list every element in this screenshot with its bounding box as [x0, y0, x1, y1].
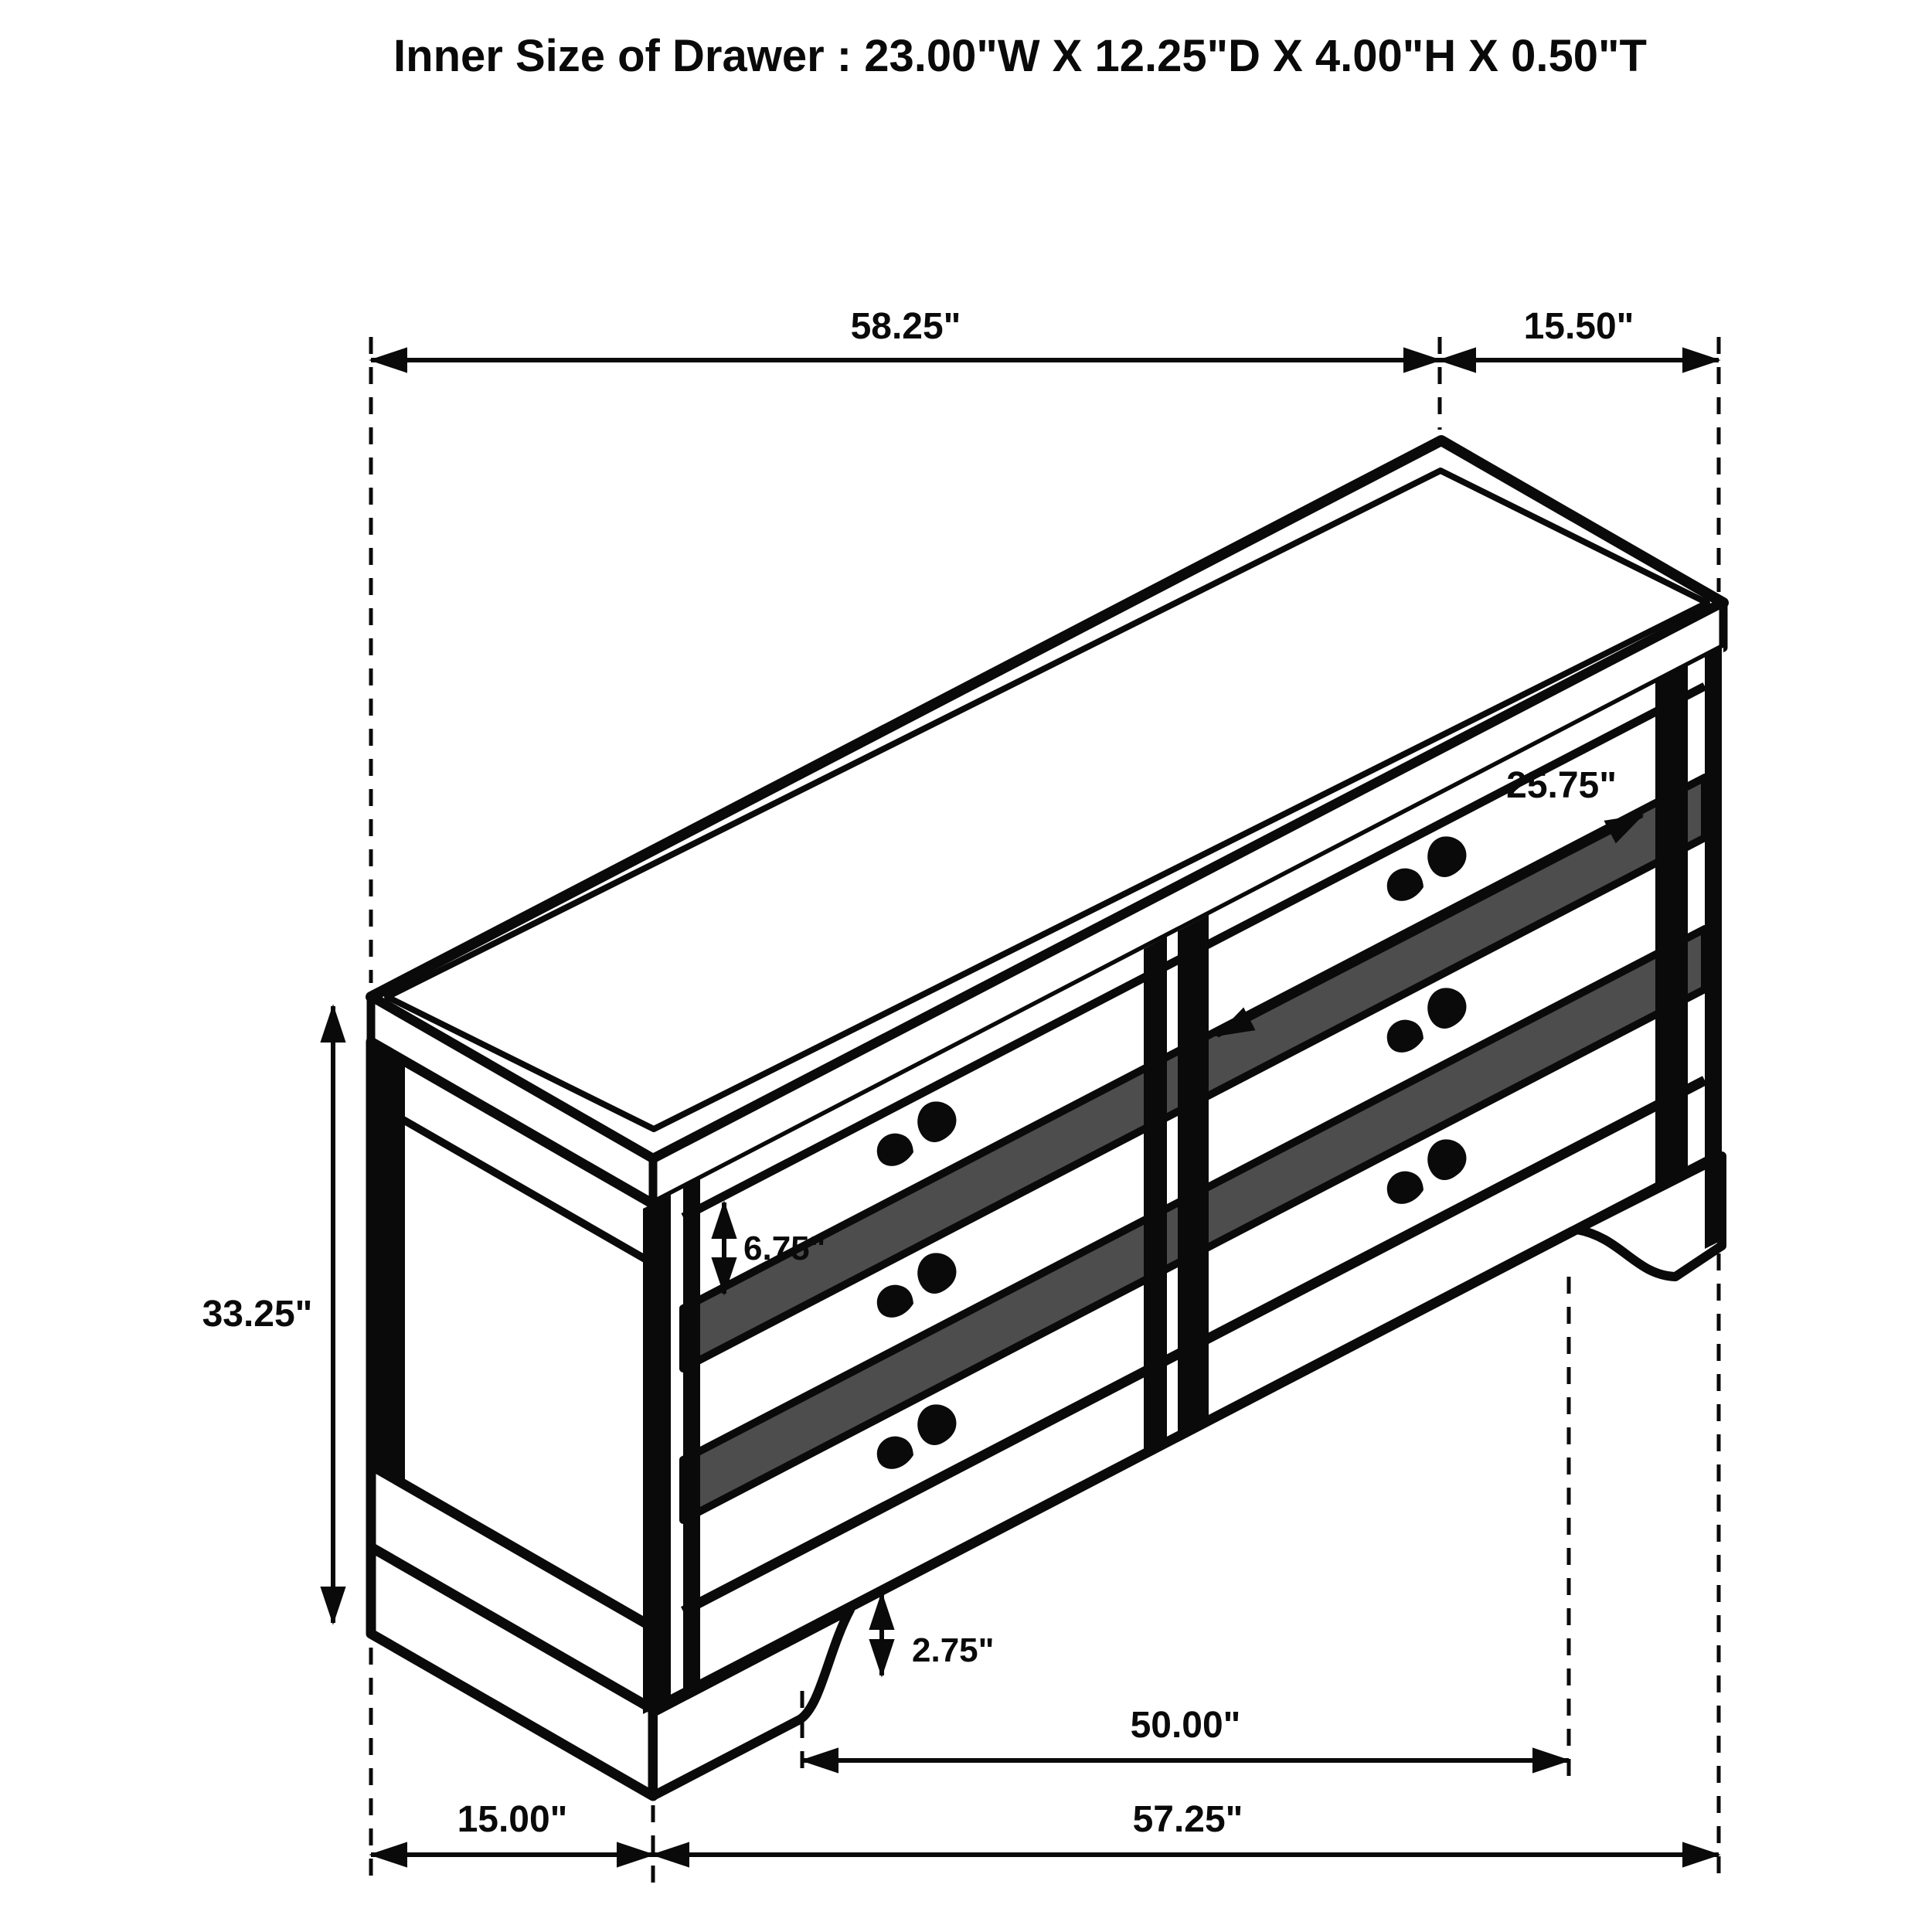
- stile-col1-right: [1144, 937, 1167, 1454]
- dim-label-top-width: 58.25": [850, 306, 961, 347]
- dim-label-bottom-width: 57.25": [1132, 1799, 1243, 1840]
- dim-label-drawer-diagonal: 25.75": [1506, 765, 1617, 806]
- page-title: Inner Size of Drawer : 23.00"W X 12.25"D X 4.00"H X 0.50"T: [393, 31, 1647, 81]
- dim-bottom-depth: [371, 1799, 653, 1855]
- dim-label-bottom-inner-width: 50.00": [1130, 1705, 1241, 1746]
- stile-divider: [1178, 915, 1209, 1437]
- dim-label-base-height: 2.75": [912, 1631, 995, 1669]
- dim-top-width: [371, 306, 1440, 360]
- stile-left: [683, 1179, 700, 1693]
- dim-label-overall-height: 33.25": [202, 1294, 313, 1335]
- dim-top-depth: [1440, 306, 1719, 360]
- dim-label-drawer-height: 6.75": [743, 1230, 826, 1267]
- dim-label-bottom-depth: 15.00": [457, 1799, 568, 1840]
- corner-post-right: [1705, 648, 1722, 1249]
- corner-post-left: [643, 1195, 671, 1714]
- dim-bottom-inner-width: [802, 1705, 1569, 1760]
- stile-col2-right: [1655, 665, 1688, 1188]
- dresser-drawing: [371, 440, 1723, 1801]
- dim-overall-height: [202, 1006, 333, 1623]
- dim-bottom-width: [653, 1799, 1719, 1855]
- dim-label-top-depth: 15.50": [1523, 306, 1634, 347]
